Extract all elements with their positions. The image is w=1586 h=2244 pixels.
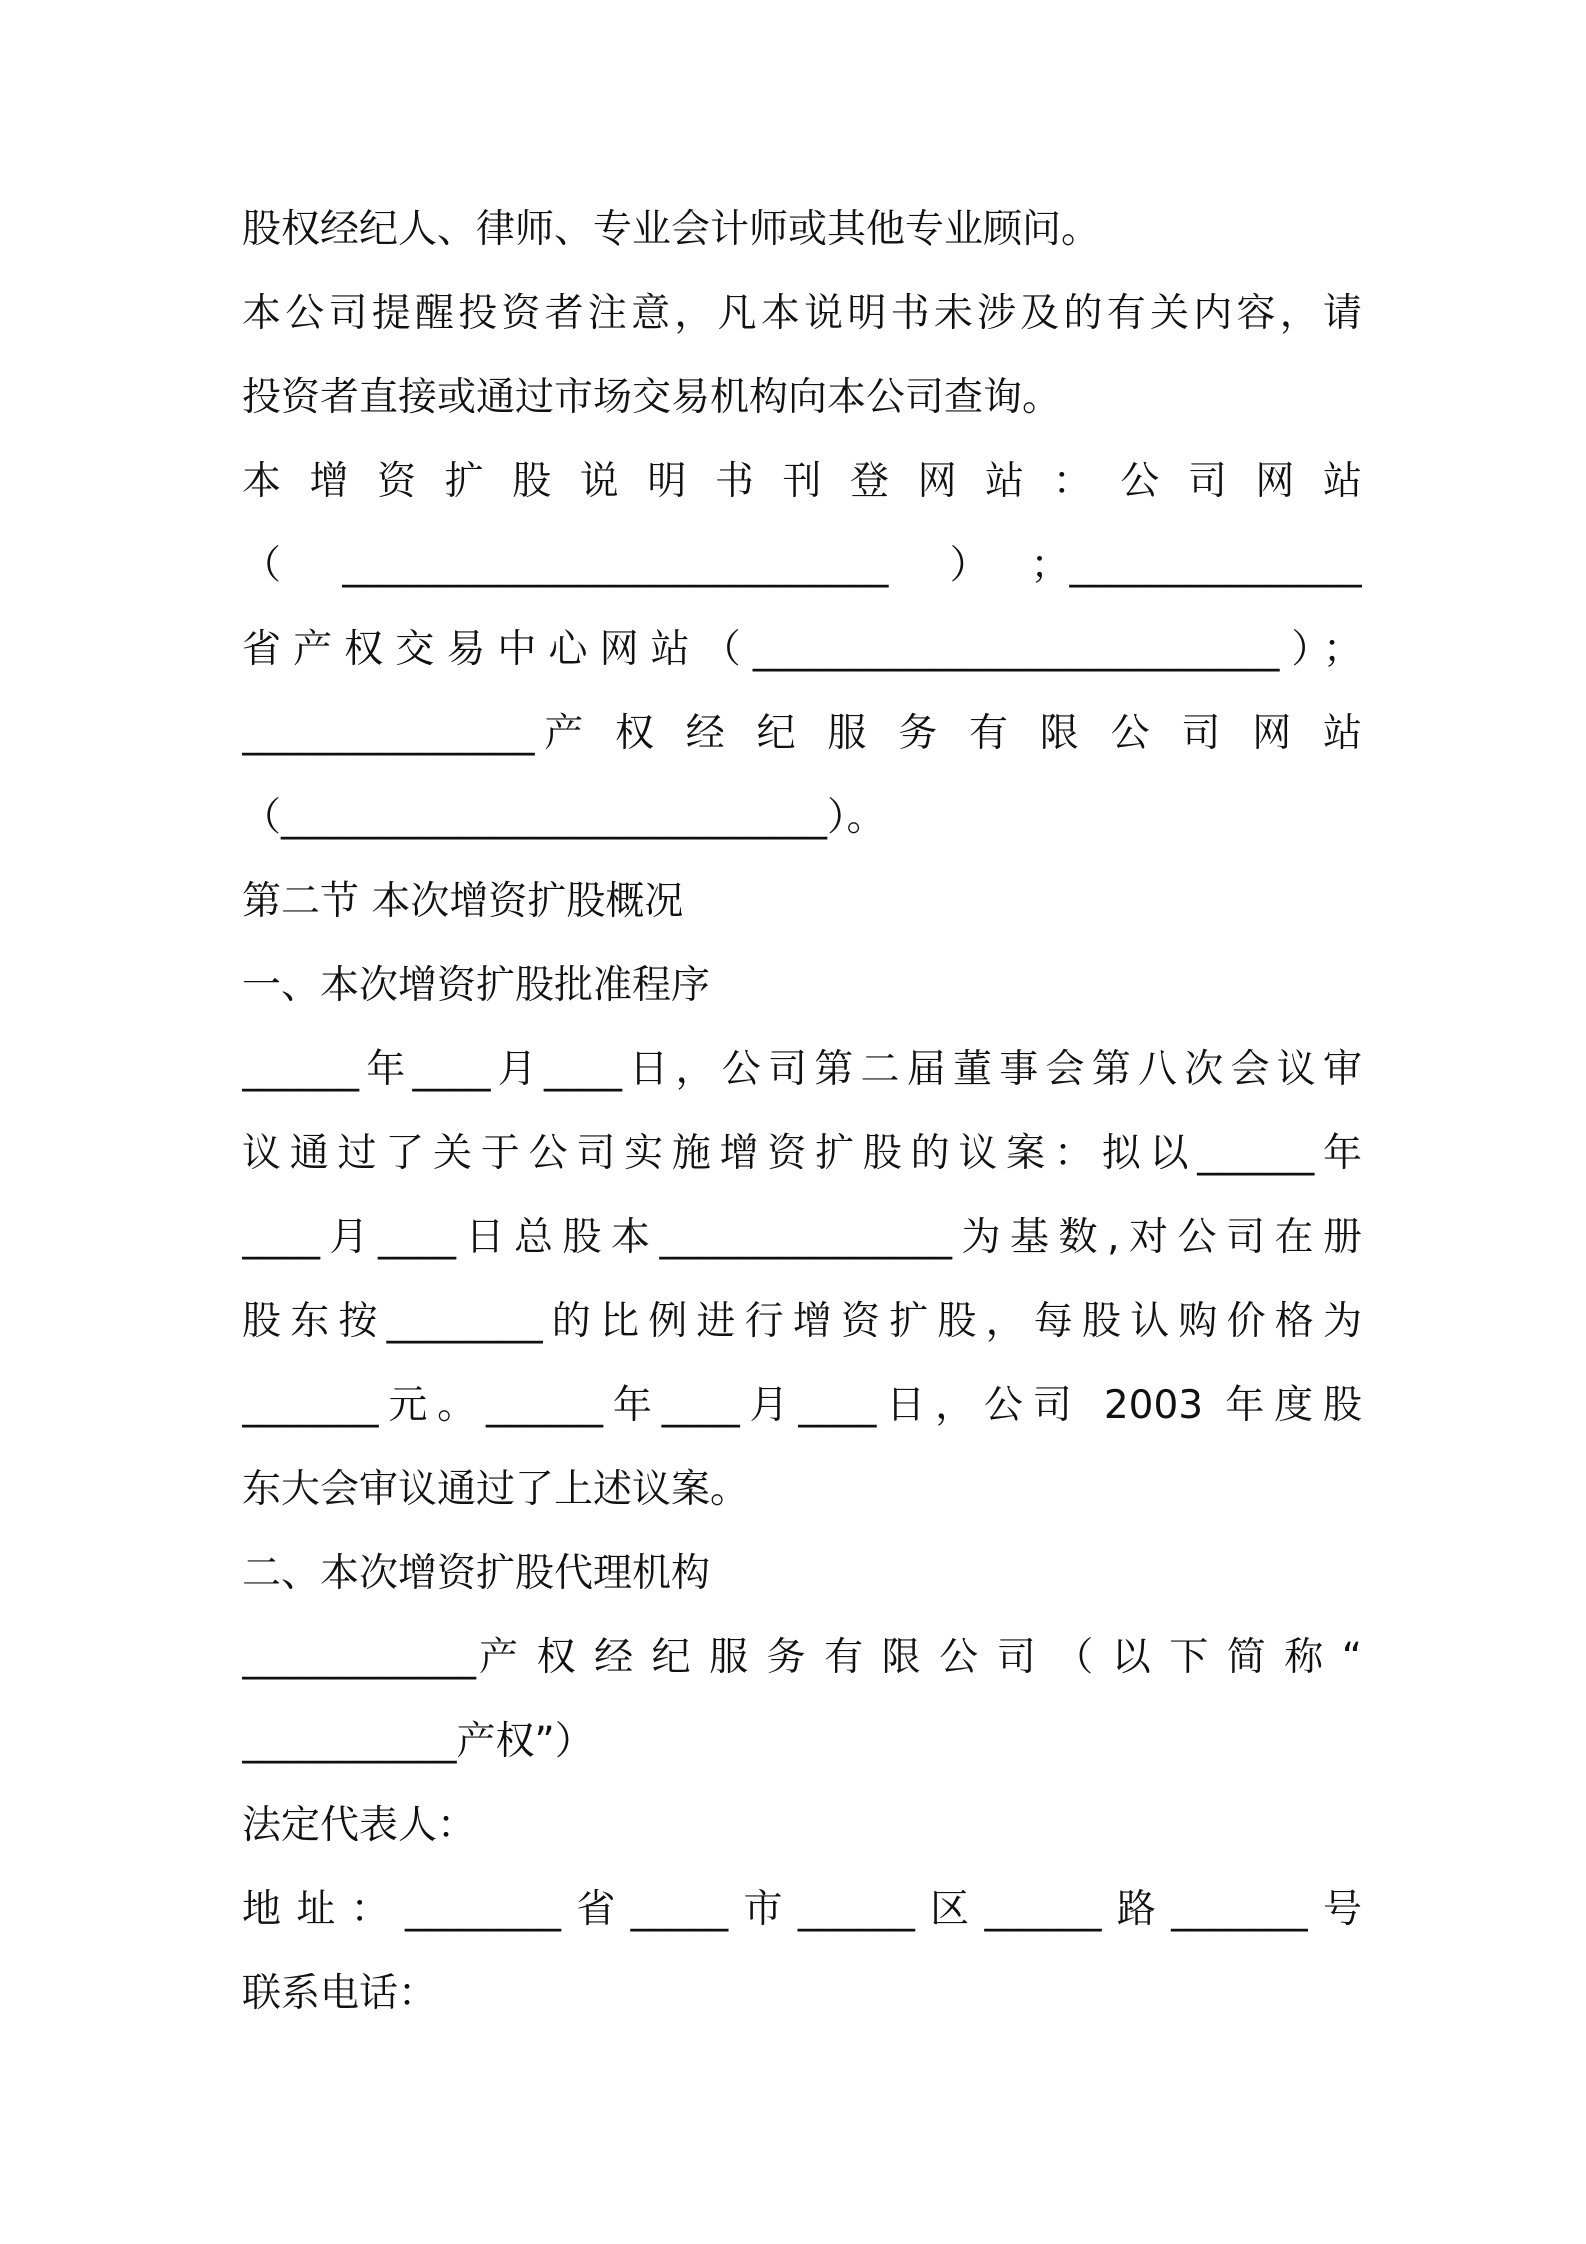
subsection-title-2: 二、本次增资扩股代理机构: [242, 1551, 711, 1596]
text-line-8: （____________________________）。: [242, 795, 886, 840]
section-title: 第二节 本次增资扩股概况: [242, 879, 684, 924]
subsection-title-1: 一、本次增资扩股批准程序: [242, 963, 711, 1008]
text-line-13: ____月____日总股本_______________为基数,对公司在册: [242, 1215, 1362, 1260]
address-line: 地址：________省_____市______区______路_______号: [242, 1887, 1362, 1932]
phone-label: 联系电话：: [242, 1971, 438, 2016]
text-line-15: _______元。______年____月____日，公司 2003 年度股: [242, 1383, 1362, 1428]
text-line-18: ____________产 权 经 纪 服 务 有 限 公 司 （ 以 下 简 称 “: [242, 1635, 1362, 1680]
text-line-12: 议通过了关于公司实施增资扩股的议案：拟以______年: [242, 1131, 1362, 1176]
legal-representative-label: 法定代表人：: [242, 1803, 477, 1848]
text-line-19: ___________产权”）: [242, 1719, 594, 1764]
text-line-16: 东大会审议通过了上述议案。: [242, 1467, 750, 1512]
text-line-2: 本公司提醒投资者注意，凡本说明书未涉及的有关内容，请: [242, 291, 1362, 336]
text-line-6: 省产权交易中心网站（___________________________）；: [242, 627, 1362, 672]
text-line-1: 股权经纪人、律师、专业会计师或其他专业顾问。: [242, 207, 1101, 252]
text-line-5: （____________________________）；_______________: [242, 543, 1362, 588]
text-line-7: _______________产 权 经 纪 服 务 有 限 公 司 网 站: [242, 711, 1362, 756]
document-body: [242, 188, 1362, 2036]
text-line-3: 投资者直接或通过市场交易机构向本公司查询。: [242, 375, 1062, 420]
text-line-11: ______年____月____日，公司第二届董事会第八次会议审: [242, 1047, 1362, 1092]
text-line-14: 股东按________的比例进行增资扩股，每股认购价格为: [242, 1299, 1362, 1344]
text-line-4: 本 增 资 扩 股 说 明 书 刊 登 网 站 ： 公 司 网 站: [242, 459, 1362, 504]
